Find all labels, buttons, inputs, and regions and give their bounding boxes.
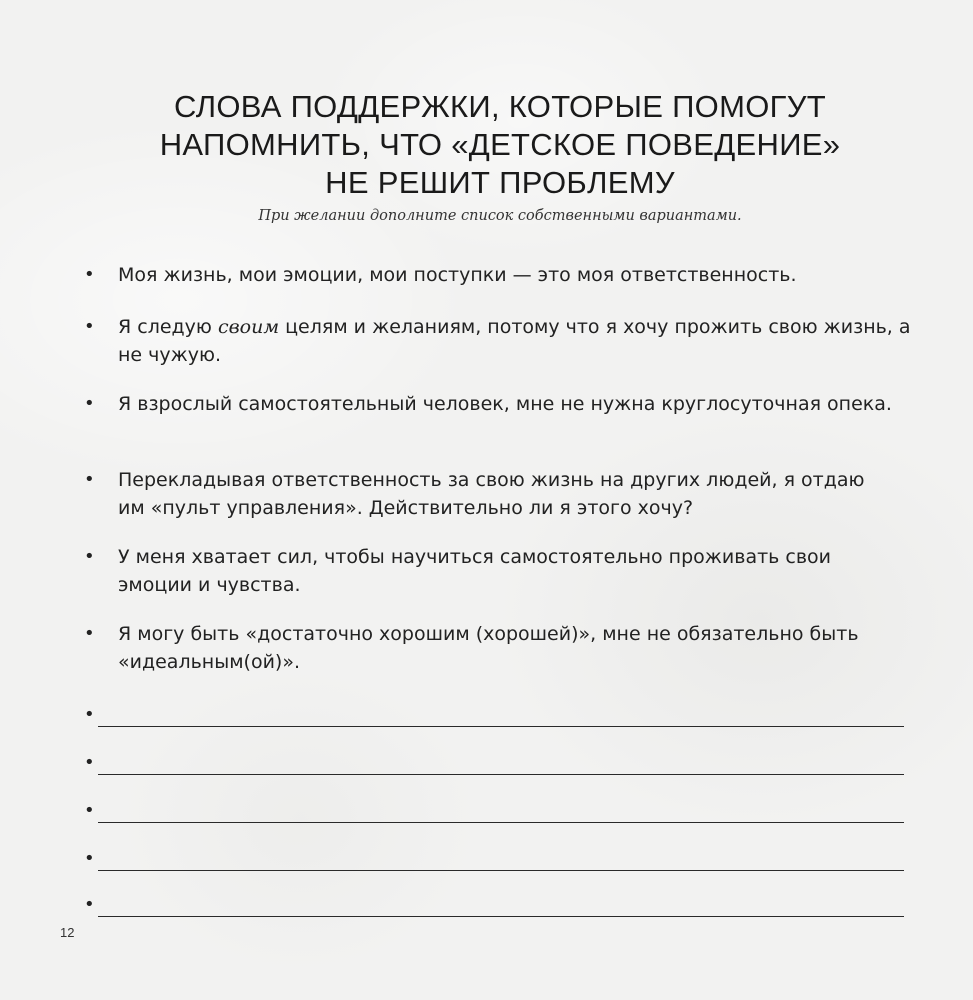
affirmation-text [118,313,918,369]
bullet-icon: • [84,264,95,285]
bullet-icon: • [84,848,95,869]
blank-answer-line-4[interactable] [80,847,910,871]
write-in-line [98,726,904,727]
affirmation-text-start: Я следую [118,316,218,338]
bullet-icon: • [84,316,95,337]
write-in-line [98,870,904,871]
write-in-line [98,822,904,823]
affirmation-text: Моя жизнь, мои эмоции, мои поступки — это моя ответственность. [118,264,797,286]
affirmation-text: Я взрослый самостоятельный человек, мне не нужна круглосуточная опека. [118,393,892,415]
title-line-2: НАПОМНИТЬ, ЧТО «ДЕТСКОЕ ПОВЕДЕНИЕ» [159,127,841,162]
blank-answer-line-5[interactable] [80,893,910,917]
bullet-icon: • [84,623,95,644]
write-in-line [98,916,904,917]
bullet-icon: • [84,393,95,414]
page-title [120,88,880,202]
bullet-icon: • [84,546,95,567]
page-number: 12 [60,925,75,940]
affirmation-emphasis: своим [217,316,280,338]
blank-answer-line-1[interactable] [80,703,910,727]
title-line-3: НЕ РЕШИТ ПРОБЛЕМУ [325,165,675,200]
blank-answer-line-3[interactable] [80,799,910,823]
affirmation-text-end: целям и желаниям, потому что я хочу прожить свою жизнь, а не чужую. [118,316,911,366]
blank-answer-line-2[interactable] [80,751,910,775]
bullet-icon: • [84,800,95,821]
bullet-icon: • [84,469,95,490]
bullet-icon: • [84,752,95,773]
write-in-line [98,774,904,775]
affirmation-text: У меня хватает сил, чтобы научиться самостоятельно проживать свои эмоции и чувства. [118,546,832,596]
affirmation-text: Перекладывая ответственность за свою жизнь на других людей, я отдаю им «пульт управления». Действительно ли я этого хочу? [118,469,865,519]
bullet-icon: • [84,894,95,915]
title-line-1: СЛОВА ПОДДЕРЖКИ, КОТОРЫЕ ПОМОГУТ [174,89,826,124]
affirmation-text: Я могу быть «достаточно хорошим (хорошей)», мне не обязательно быть «идеальным(ой)». [118,623,859,673]
bullet-icon: • [84,704,95,725]
page-subtitle: При желании дополните список собственными вариантами. [258,208,742,224]
